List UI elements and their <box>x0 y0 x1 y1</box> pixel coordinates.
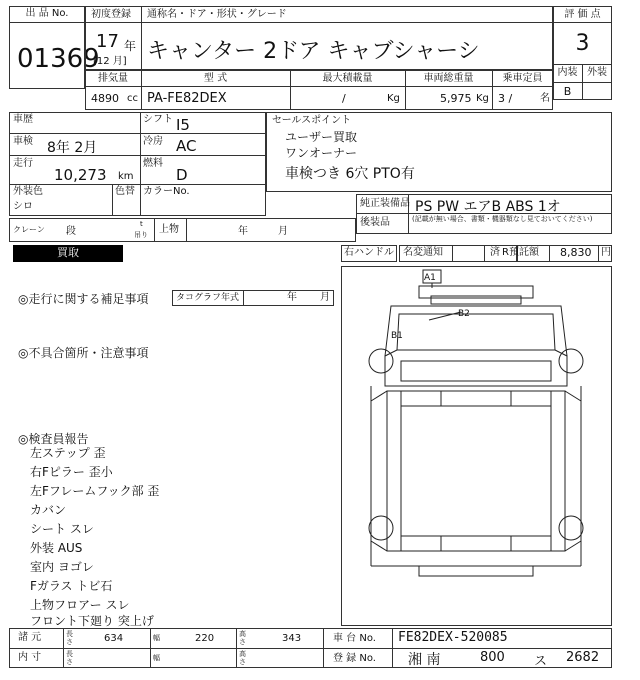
length-value: 634 <box>104 633 124 644</box>
front-left-wheel <box>369 349 393 373</box>
length-label: 長さ <box>66 630 73 646</box>
crane-lift-unit-top: t <box>140 220 143 228</box>
crane-stage-unit: 段 <box>66 226 76 237</box>
name-change-label: 名変通知 <box>403 247 443 258</box>
lot-number-label: 出 品 No. <box>25 8 69 19</box>
inspector-line: Fガラス トビ石 <box>30 579 113 593</box>
inspector-line: フロント下廻り 突上げ <box>30 614 154 628</box>
width-label-2: 幅 <box>153 654 160 662</box>
registration-class: 800 <box>480 650 505 665</box>
history-grid <box>9 112 266 216</box>
aftermarket-label: 後装品 <box>360 217 390 228</box>
selling-points-label: セールスポイント <box>272 115 352 126</box>
tachograph-label: タコグラフ年式 <box>176 293 240 303</box>
fuel-value: D <box>176 166 188 184</box>
tachograph-year-unit: 年 <box>287 292 297 303</box>
tachograph-month-unit: 月 <box>320 292 330 303</box>
length-label-2: 長さ <box>66 650 73 666</box>
gross-weight-unit: Kg <box>476 93 489 104</box>
type-value: PA-FE82DEX <box>147 91 227 106</box>
overall-grade: 3 <box>575 31 590 56</box>
color-change-label: 色替 <box>115 186 135 197</box>
shift-label: シフト <box>143 114 173 125</box>
cab-rear <box>401 361 551 381</box>
registration-number: 2682 <box>566 650 600 665</box>
rear-right-wheel <box>559 516 583 540</box>
aftermarket-note: (記載が無い場合、書類・機器類なし見ておいてください) <box>412 215 593 223</box>
height-label: 高さ <box>239 630 246 646</box>
interior-grade-label: 内装 <box>557 67 578 78</box>
mileage-unit: km <box>118 171 134 182</box>
first-registration-month: [12 月] <box>93 56 127 67</box>
rhd-label: 右ハンドル <box>344 247 394 258</box>
type-label: 型 式 <box>203 73 228 84</box>
rear-left-wheel <box>369 516 393 540</box>
ext-color-label: 外装色 <box>13 186 43 197</box>
inspector-line: 上物フロアー スレ <box>30 598 130 612</box>
chassis-label: 車 台 No. <box>333 633 376 644</box>
inspector-line: 左Fフレームフック部 歪 <box>30 484 160 498</box>
capacity-label: 乗車定員 <box>502 73 543 84</box>
registration-label: 登 録 No. <box>333 653 376 664</box>
model-label: 通称名・ドア・形状・グレード <box>147 9 287 20</box>
interior-dim-label: 内 寸 <box>18 652 42 663</box>
model-name: キャンター 2ドア キャブシャーシ <box>147 39 480 64</box>
mark-b1: B1 <box>391 331 403 341</box>
displacement-unit: cc <box>127 93 138 104</box>
cargo-bed <box>387 391 565 551</box>
body-month-unit: 月 <box>278 226 288 237</box>
ext-color-value: シロ <box>13 201 33 212</box>
displacement-label: 排気量 <box>98 73 128 84</box>
inspection-label: 車検 <box>13 136 33 147</box>
history-label: 車歴 <box>13 114 33 125</box>
mileage-value: 10,273 <box>54 166 107 184</box>
yen-unit: 円 <box>601 247 611 258</box>
width-label: 幅 <box>153 634 160 642</box>
gross-weight-value: 5,975 <box>440 92 472 105</box>
crane-row <box>9 218 356 242</box>
crane-label: クレーン <box>13 225 45 234</box>
height-label-2: 高さ <box>239 650 246 666</box>
inspector-line: 室内 ヨゴレ <box>30 560 94 574</box>
lot-number: 01369 <box>17 44 100 74</box>
front-right-wheel <box>559 349 583 373</box>
shift-value: I5 <box>176 116 190 134</box>
spec-label: 諸 元 <box>18 632 42 643</box>
displacement-value: 4890 <box>91 92 119 105</box>
inspector-line: 外装 AUS <box>30 541 83 555</box>
interior-grade: B <box>563 85 572 98</box>
max-load-value: / <box>342 92 346 105</box>
selling-point-line: ワンオーナー <box>285 146 358 160</box>
chassis-value: FE82DEX-520085 <box>398 630 508 645</box>
max-load-label: 最大積載量 <box>322 73 373 84</box>
vehicle-diagram <box>341 266 612 626</box>
year-unit: 年 <box>124 39 137 53</box>
aircon-label: 冷房 <box>143 136 163 147</box>
registration-region: 湘 南 <box>408 652 441 668</box>
buyout-label: 買取 <box>57 246 79 259</box>
aircon-value: AC <box>176 137 197 155</box>
inspection-value: 8年 2月 <box>47 140 98 156</box>
fuel-label: 燃料 <box>143 158 163 169</box>
inspector-line: 右Fピラー 歪小 <box>30 465 113 479</box>
recycle-done-label: 済 <box>490 247 500 258</box>
crane-lift-unit-bottom: 吊り <box>134 231 148 239</box>
name-change-check <box>452 245 485 262</box>
inspector-line: カバン <box>30 503 67 517</box>
recycle-fee-value: 8,830 <box>560 246 592 259</box>
cab-outline <box>385 306 567 386</box>
inspector-line: シート スレ <box>30 522 94 536</box>
grade-label: 評 価 点 <box>564 9 601 20</box>
defects-title: ◎不具合箇所・注意事項 <box>18 346 149 360</box>
inspector-line: 左ステップ 歪 <box>30 446 106 460</box>
body-label: 上物 <box>159 224 179 235</box>
mark-b2: B2 <box>458 309 470 319</box>
exterior-grade-label: 外装 <box>587 67 607 78</box>
supplement-title: ◎走行に関する補足事項 <box>18 292 149 306</box>
mark-a1: A1 <box>424 273 436 283</box>
selling-point-line: ユーザー買取 <box>285 130 358 144</box>
width-value: 220 <box>195 633 215 644</box>
cab-roof <box>397 314 555 350</box>
max-load-unit: Kg <box>387 93 400 104</box>
mileage-label: 走行 <box>13 158 33 169</box>
rear-bumper <box>419 566 533 576</box>
std-equipment-value: PS PW エアB ABS 1オ <box>415 199 561 215</box>
inspector-title: ◎検査員報告 <box>18 432 89 446</box>
first-registration-year: 17 <box>96 31 119 52</box>
capacity-unit: 名 <box>540 93 550 104</box>
selling-point-line: 車検つき 6穴 PTO有 <box>285 166 415 182</box>
registration-kana: ス <box>534 654 548 669</box>
body-year-unit: 年 <box>238 226 248 237</box>
recycle-fee-label: R預託額 <box>502 247 539 258</box>
std-equipment-label: 純正装備品 <box>360 198 410 209</box>
windshield <box>431 296 521 304</box>
color-no-label: カラーNo. <box>143 186 190 197</box>
gross-weight-label: 車両総重量 <box>423 73 474 84</box>
height-value: 343 <box>282 633 302 644</box>
capacity-value: 3 / <box>498 92 513 105</box>
first-registration-label: 初度登録 <box>91 9 131 20</box>
